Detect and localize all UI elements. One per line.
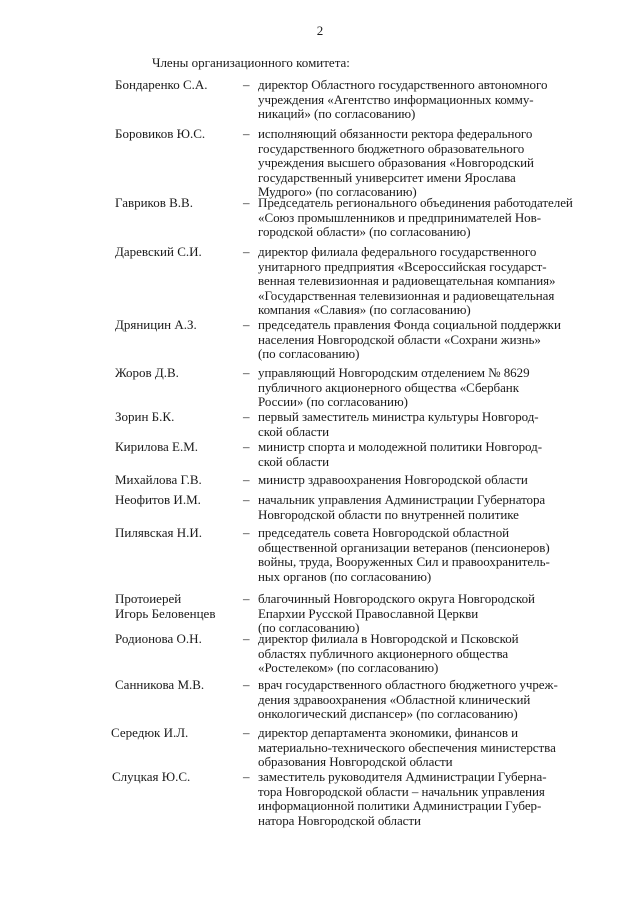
- section-heading: Члены организационного комитета:: [152, 55, 350, 70]
- member-name: Гавриков В.В.: [115, 195, 193, 210]
- member-name: Зорин Б.К.: [115, 409, 175, 424]
- member-description: председатель правления Фонда социальной поддержки населения Новгородской области «Сохрани жизнь» (по согласованию): [258, 317, 561, 362]
- member-name: Михайлова Г.В.: [115, 472, 202, 487]
- member-dash: –: [243, 439, 250, 454]
- member-name: Бондаренко С.А.: [115, 77, 208, 92]
- member-dash: –: [243, 725, 250, 740]
- member-name: Протоиерей Игорь Беловенцев: [115, 591, 216, 621]
- member-dash: –: [243, 317, 250, 332]
- member-description: врач государственного областного бюджетного учреж- дения здравоохранения «Областной клинический онкологический диспансер» (по согласованию): [258, 677, 558, 722]
- member-description: первый заместитель министра культуры Новгород- ской области: [258, 409, 539, 439]
- member-dash: –: [243, 525, 250, 540]
- page-number: 2: [316, 23, 324, 38]
- member-description: директор департамента экономики, финансов и материально-технического обеспечения министерства образования Новгородской области: [258, 725, 556, 770]
- member-dash: –: [243, 677, 250, 692]
- member-name: Середюк И.Л.: [111, 725, 189, 740]
- member-description: министр спорта и молодежной политики Новгород- ской области: [258, 439, 542, 469]
- member-name: Пилявская Н.И.: [115, 525, 203, 540]
- member-name: Санникова М.В.: [115, 677, 205, 692]
- member-dash: –: [243, 244, 250, 259]
- member-description: благочинный Новгородского округа Новгородской Епархии Русской Православной Церкви (по согласованию): [258, 591, 535, 636]
- member-dash: –: [243, 195, 250, 210]
- member-dash: –: [243, 492, 250, 507]
- member-dash: –: [243, 409, 250, 424]
- member-dash: –: [243, 77, 250, 92]
- member-name: Слуцкая Ю.С.: [112, 769, 191, 784]
- member-dash: –: [243, 472, 250, 487]
- member-dash: –: [243, 591, 250, 606]
- member-description: директор филиала федерального государственного унитарного предприятия «Всероссийская государст- венная телевизионная и радиовещательная компания» «Государственная телевизионная и радиовещательная компания «Славия» (по согласованию): [258, 244, 556, 318]
- member-dash: –: [243, 126, 250, 141]
- member-description: министр здравоохранения Новгородской области: [258, 472, 528, 487]
- member-description: Председатель регионального объединения работодателей «Союз промышленников и предпринимателей Нов- городской области» (по согласованию): [258, 195, 573, 240]
- member-dash: –: [243, 769, 250, 784]
- member-description: председатель совета Новгородской областной общественной организации ветеранов (пенсионеров) войны, труда, Вооруженных Сил и правоохранитель- ных органов (по согласованию): [258, 525, 550, 584]
- member-name: Даревский С.И.: [115, 244, 202, 259]
- member-description: директор филиала в Новгородской и Псковской областях публичного акционерного общества «Ростелеком» (по согласованию): [258, 631, 519, 676]
- member-dash: –: [243, 631, 250, 646]
- member-name: Родионова О.Н.: [115, 631, 202, 646]
- member-description: начальник управления Администрации Губернатора Новгородской области по внутренней политике: [258, 492, 546, 522]
- member-description: директор Областного государственного автономного учреждения «Агентство информационных комму- никаций» (по согласованию): [258, 77, 548, 122]
- member-name: Неофитов И.М.: [115, 492, 201, 507]
- member-name: Дряницин А.З.: [115, 317, 197, 332]
- member-description: исполняющий обязанности ректора федерального государственного бюджетного образовательного учреждения высшего образования «Новгородский государственный университет имени Ярослава Мудрого» (по согласованию): [258, 126, 534, 200]
- member-description: управляющий Новгородским отделением № 8629 публичного акционерного общества «Сбербанк России» (по согласованию): [258, 365, 530, 410]
- member-name: Боровиков Ю.С.: [115, 126, 206, 141]
- member-name: Кирилова Е.М.: [115, 439, 199, 454]
- member-name: Жоров Д.В.: [115, 365, 179, 380]
- member-dash: –: [243, 365, 250, 380]
- member-description: заместитель руководителя Администрации Губерна- тора Новгородской области – начальник управления информационной политики Администрации Губер- натора Новгородской области: [258, 769, 547, 828]
